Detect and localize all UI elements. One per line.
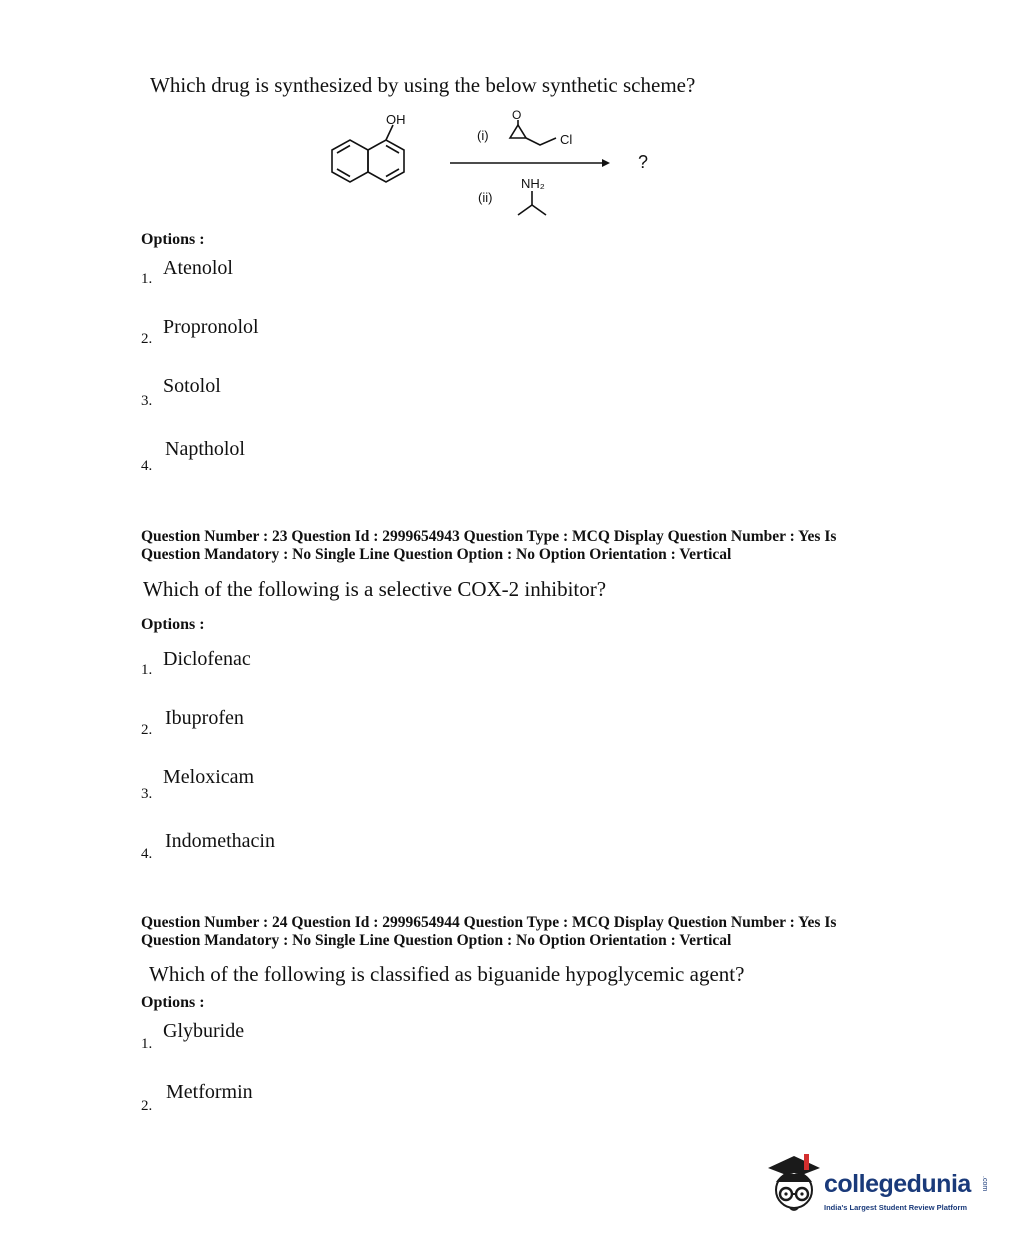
q22-option-3-number: 3. xyxy=(141,393,153,409)
nh2-label: NH₂ xyxy=(521,176,545,191)
step-2-label: (ii) xyxy=(478,190,493,205)
q23-option-3-number: 3. xyxy=(141,786,153,802)
q23-meta-line-2: Question Mandatory : No Single Line Question Option : No Option Orientation : Vertical xyxy=(141,546,732,563)
q23-option-1-number: 1. xyxy=(141,662,153,678)
q23-options-heading: Options : xyxy=(141,616,205,633)
q24-meta-line-2: Question Mandatory : No Single Line Question Option : No Option Orientation : Vertical xyxy=(141,932,732,949)
q22-option-2-number: 2. xyxy=(141,331,153,347)
q23-option-1-label[interactable]: Diclofenac xyxy=(163,648,251,670)
epoxide-oxygen-label: O xyxy=(512,108,522,122)
q23-option-3-label[interactable]: Meloxicam xyxy=(163,766,255,788)
step-1-label: (i) xyxy=(477,128,489,143)
q22-option-3-label[interactable]: Sotolol xyxy=(163,375,221,397)
q22-option-2-label[interactable]: Propronolol xyxy=(163,316,259,338)
cl-label: Cl xyxy=(560,132,573,147)
question-23-text: Which of the following is a selective COX-2 inhibitor? xyxy=(143,577,607,601)
q22-option-4-label[interactable]: Naptholol xyxy=(165,438,245,460)
collegedunia-dotcom: .com xyxy=(981,1176,988,1192)
q24-option-2-label[interactable]: Metformin xyxy=(166,1081,253,1103)
q23-option-2-label[interactable]: Ibuprofen xyxy=(165,707,244,729)
q22-option-1-number: 1. xyxy=(141,271,153,287)
oh-label: OH xyxy=(386,112,406,127)
q24-options-heading: Options : xyxy=(141,994,205,1011)
q23-option-4-number: 4. xyxy=(141,846,153,862)
q22-options-heading: Options : xyxy=(141,231,205,248)
question-24-text: Which of the following is classified as biguanide hypoglycemic agent? xyxy=(149,962,745,986)
product-label: ? xyxy=(638,152,649,172)
q24-meta-line-1: Question Number : 24 Question Id : 2999654944 Question Type : MCQ Display Question Number : Yes Is xyxy=(141,914,837,931)
collegedunia-wordmark: collegedunia xyxy=(824,1170,971,1198)
q24-option-1-number: 1. xyxy=(141,1036,153,1052)
collegedunia-tagline: India's Largest Student Review Platform xyxy=(824,1203,968,1212)
q23-option-2-number: 2. xyxy=(141,722,153,738)
q24-option-1-label[interactable]: Glyburide xyxy=(163,1020,245,1042)
q24-option-2-number: 2. xyxy=(141,1098,153,1114)
q22-option-4-number: 4. xyxy=(141,458,153,474)
synthetic-scheme-diagram xyxy=(320,105,680,230)
collegedunia-mascot-icon xyxy=(764,1150,826,1222)
q23-option-4-label[interactable]: Indomethacin xyxy=(165,830,275,852)
question-22-text: Which drug is synthesized by using the below synthetic scheme? xyxy=(150,73,696,97)
q22-option-1-label[interactable]: Atenolol xyxy=(163,257,233,279)
q23-meta-line-1: Question Number : 23 Question Id : 2999654943 Question Type : MCQ Display Question Number : Yes Is xyxy=(141,528,837,545)
